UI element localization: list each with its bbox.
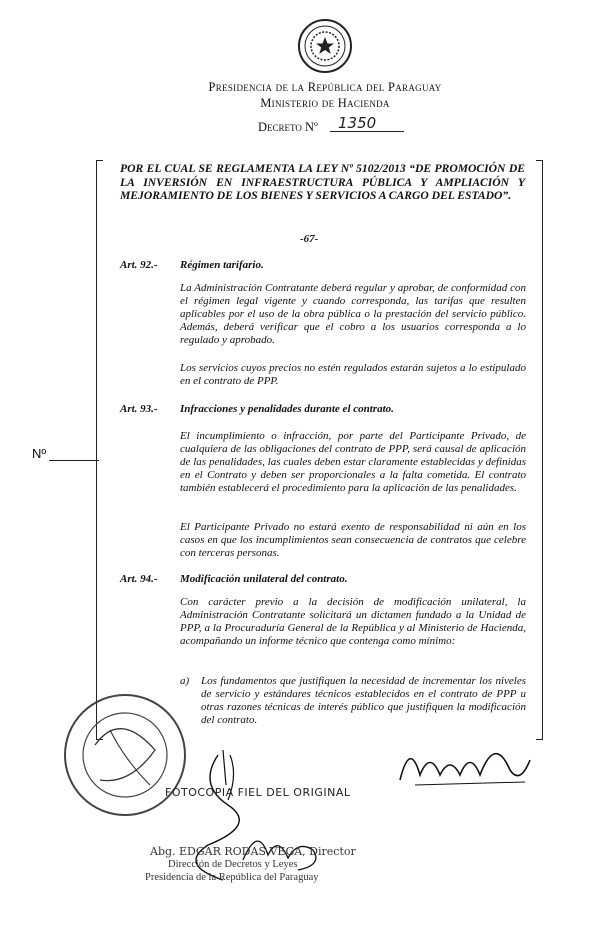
stamp-director-name: Abg. EDGAR RODAS VEGA, Director [150,845,356,858]
signature-scribble-2 [395,730,535,800]
article-92-paragraph-1: La Administración Contratante deberá regular y aprobar, de conformidad con el régimen legal vigente y cuando corresponda, las tarifas que resulten aplicables por el uso de la obra pública o la prestación del servicio público. Además, deberá verificar que el cobro a los usuarios corresponda a lo regulado y aprobado. [180,282,526,346]
article-93-heading: Infracciones y penalidades durante el contrato. [180,403,394,415]
decreto-number: 1350 [338,114,377,132]
header-ministerio: Ministerio de Hacienda [260,96,390,110]
article-92-number: Art. 92.- [120,259,158,271]
margin-number-label: Nº [32,446,47,461]
certified-copy-stamp: FOTOCOPIA FIEL DEL ORIGINAL [165,786,351,799]
article-93-paragraph-2: El Participante Privado no estará exento de responsabilidad ni aún en los casos en que los incumplimientos sean consecuencia de contratos que celebre con terceras personas. [180,521,526,559]
article-94-paragraph-1: Con carácter previo a la decisión de modificación unilateral, la Administración Contratante solicitará un dictamen fundado a la Unidad de PPP, a la Procuraduría General de la República y al Ministerio de Hacienda, acompañando un informe técnico que contenga como mínimo: [180,596,526,647]
article-94-item-a-label: a) [180,675,190,687]
header-presidencia: Presidencia de la República del Paraguay [208,80,442,94]
national-seal-emblem [297,18,353,74]
page-number: -67- [300,233,319,245]
right-bracket [536,160,543,740]
article-94-number: Art. 94.- [120,573,158,585]
stamp-direccion: Dirección de Decretos y Leyes [168,859,298,870]
article-94-item-a-text: Los fundamentos que justifiquen la necesidad de incrementar los niveles de servicio y estándares técnicos establecidos en el contrato de PPP u otras razones técnicas de interés público que justifiquen la modificación del contrato. [201,675,526,726]
article-93-number: Art. 93.- [120,403,158,415]
decreto-label: Decreto Nº [258,120,318,134]
decreto-underline [330,131,404,132]
document-title: POR EL CUAL SE REGLAMENTA LA LEY Nº 5102/2013 “DE PROMOCIÓN DE LA INVERSIÓN EN INFRAESTRUCTURA PÚBLICA Y AMPLIACIÓN Y MEJORAMIENTO DE LOS BIENES Y SERVICIOS A CARGO DEL ESTADO”. [120,162,525,202]
article-92-paragraph-2: Los servicios cuyos precios no estén regulados estarán sujetos a lo estipulado en el contrato de PPP. [180,362,526,387]
margin-number-line [49,460,99,461]
stamp-presidencia: Presidencia de la República del Paraguay [145,872,319,883]
left-bracket [96,160,103,740]
article-92-heading: Régimen tarifario. [180,259,264,271]
article-93-paragraph-1: El incumplimiento o infracción, por parte del Participante Privado, de cualquiera de las obligaciones del contrato de PPP, será causal de aplicación de las penalidades, las cuales deben estar claramente establecidas y definidas en el Contrato y deben ser proporcionales a la falta cometida. El contrato también establecerá el procedimiento para la aplicación de las penalidades. [180,430,526,494]
article-94-heading: Modificación unilateral del contrato. [180,573,348,585]
